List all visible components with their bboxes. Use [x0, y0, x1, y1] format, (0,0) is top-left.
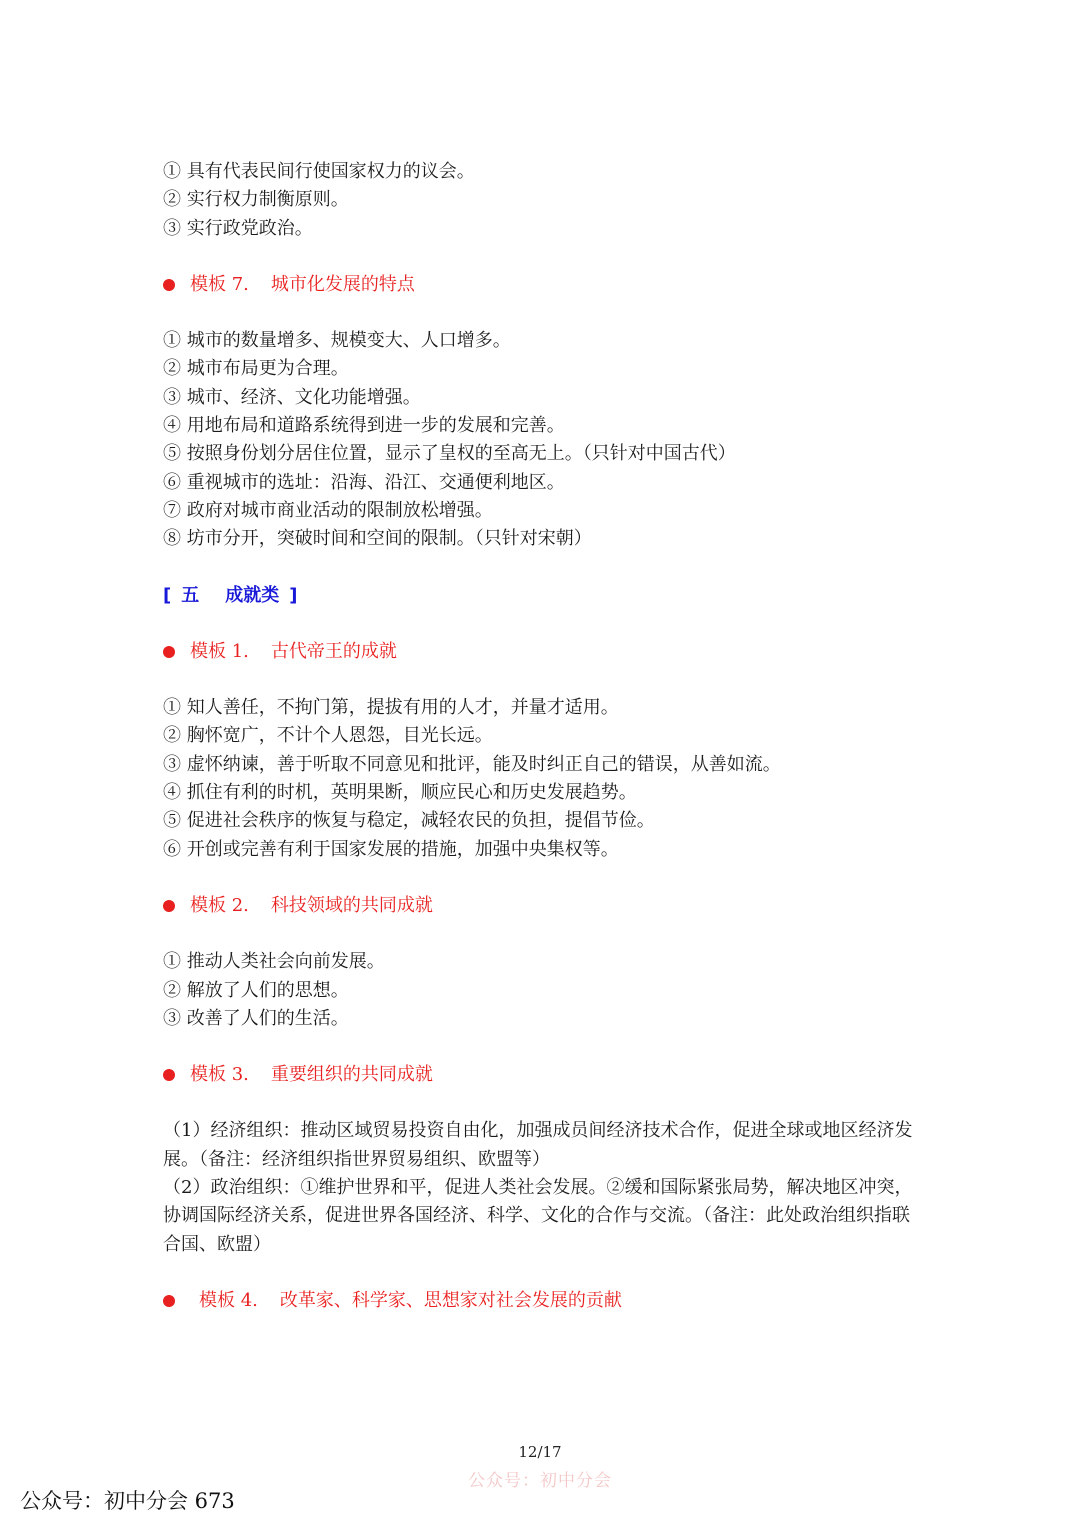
- list-item: ③ 实行政党政治。: [163, 217, 313, 239]
- list-item: ② 实行权力制衡原则。: [163, 189, 349, 211]
- list-item: ① 城市的数量增多、规模变大、人口增多。: [163, 330, 511, 352]
- list-item: ⑥ 开创或完善有利于国家发展的措施，加强中央集权等。: [163, 838, 619, 860]
- list-item: ⑤ 按照身份划分居住位置，显示了皇权的至高无上。（只针对中国古代）: [163, 443, 736, 465]
- list-item: ① 知人善任，不拘门第，提拔有用的人才，并量才适用。: [163, 697, 619, 719]
- list-item: ① 推动人类社会向前发展。: [163, 951, 385, 973]
- document-body: [163, 158, 923, 1315]
- bracket-open: [: [163, 584, 172, 606]
- template-title: 古代帝王的成就: [270, 640, 397, 662]
- page-number: 12/17: [518, 1443, 562, 1461]
- template-number: 模板 3.: [190, 1064, 249, 1086]
- template-heading-3: [163, 1061, 923, 1089]
- list-item: ⑤ 促进社会秩序的恢复与稳定，减轻农民的负担，提倡节俭。: [163, 810, 655, 832]
- template-heading-1: [163, 638, 923, 666]
- red-dot-icon: [163, 646, 175, 658]
- red-dot-icon: [163, 900, 175, 912]
- template-number: 模板 4.: [199, 1289, 258, 1311]
- template-number: 模板 7.: [190, 273, 249, 295]
- watermark: 公众号：初中分会: [468, 1471, 612, 1491]
- list-item: ③ 虚怀纳谏，善于听取不同意见和批评，能及时纠正自己的错误，从善如流。: [163, 753, 781, 775]
- list-item: ⑦ 政府对城市商业活动的限制放松增强。: [163, 499, 493, 521]
- list-item: ③ 城市、经济、文化功能增强。: [163, 386, 421, 408]
- template-title: 重要组织的共同成就: [270, 1064, 433, 1086]
- section-title: 成就类: [225, 584, 280, 606]
- footer-caption: 公众号：初中分会 673: [20, 1489, 235, 1513]
- list-item: ② 城市布局更为合理。: [163, 358, 349, 380]
- red-dot-icon: [163, 1069, 175, 1081]
- red-dot-icon: [163, 1295, 175, 1307]
- intro-list: [163, 158, 923, 243]
- bracket-close: ]: [289, 584, 298, 606]
- red-dot-icon: [163, 279, 175, 291]
- paragraph-economic-org: （1）经济组织：推动区域贸易投资自由化，加强成员间经济技术合作，促进全球或地区经济发展。（备注：经济组织指世界贸易组织、欧盟等）: [163, 1120, 913, 1170]
- section-heading: [163, 582, 923, 610]
- section-number: 五: [181, 584, 200, 606]
- template-number: 模板 1.: [190, 640, 249, 662]
- list-item: ⑥ 重视城市的选址：沿海、沿江、交通便利地区。: [163, 471, 565, 493]
- template-1-list: [163, 694, 923, 864]
- template-title: 改革家、科学家、思想家对社会发展的贡献: [279, 1289, 622, 1311]
- paragraph-political-org: （2）政治组织：①维护世界和平，促进人类社会发展。②缓和国际紧张局势，解决地区冲突，协调国际经济关系，促进世界各国经济、科学、文化的合作与交流。（备注：此处政治组织指联合国、欧盟）: [163, 1177, 913, 1255]
- list-item: ① 具有代表民间行使国家权力的议会。: [163, 161, 475, 182]
- list-item: ④ 抓住有利的时机，英明果断，顺应民心和历史发展趋势。: [163, 782, 637, 804]
- template-7-list: [163, 327, 923, 553]
- template-title: 科技领域的共同成就: [270, 894, 433, 916]
- template-heading-4: [163, 1287, 923, 1315]
- template-title: 城市化发展的特点: [270, 273, 415, 295]
- template-number: 模板 2.: [190, 894, 249, 916]
- template-heading-7: [163, 271, 923, 299]
- list-item: ② 解放了人们的思想。: [163, 979, 349, 1001]
- list-item: ④ 用地布局和道路系统得到进一步的发展和完善。: [163, 415, 565, 437]
- list-item: ⑧ 坊市分开，突破时间和空间的限制。（只针对宋朝）: [163, 528, 592, 550]
- template-2-list: [163, 948, 923, 1033]
- list-item: ③ 改善了人们的生活。: [163, 1007, 349, 1029]
- template-heading-2: [163, 892, 923, 920]
- list-item: ② 胸怀宽广，不计个人恩怨，目光长远。: [163, 725, 493, 747]
